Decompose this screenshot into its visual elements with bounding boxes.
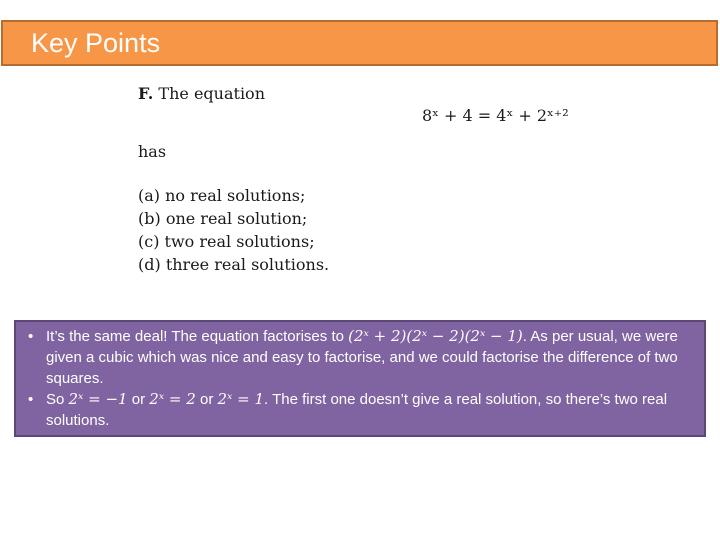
explanation-box [14,320,706,437]
bullet-1-text-start: It’s the same deal! The equation factorises to [46,328,349,345]
bullet-2-or-1: or [127,391,150,408]
option-b: (b) one real solution; [138,209,308,228]
root-math-3: 2ˣ = 1 [217,390,265,408]
slide-title: Key Points [31,28,161,58]
problem-image [138,84,598,284]
bullet-1-text-end: . As per usual, we were given a cubic which was nice and easy to factorise, and we could factorise the difference of two squares. [46,328,678,387]
bullet-item-2 [28,389,696,431]
bullet-item-1 [28,326,696,389]
bullet-2-text-end: . The first one doesn’t give a real solution, so there’s two real solutions. [46,391,668,429]
bullet-2-or-2: or [195,391,218,408]
bullet-marker: • [28,391,34,408]
bullet-2-text-start: So [46,391,69,408]
option-d: (d) three real solutions. [138,255,330,274]
bullet-marker: • [28,328,34,345]
factorisation-math: (2ˣ + 2)(2ˣ − 2)(2ˣ − 1) [348,327,523,345]
root-math-1: 2ˣ = −1 [68,390,128,408]
option-a: (a) no real solutions; [138,186,306,205]
options-list [138,184,329,276]
title-bar [1,20,718,66]
option-c: (c) two real solutions; [138,232,315,251]
problem-equation: 8ˣ + 4 = 4ˣ + 2ˣ⁺² [422,106,569,125]
problem-heading [138,84,265,103]
problem-intro: The equation [158,84,265,103]
root-math-2: 2ˣ = 2 [149,390,196,408]
problem-has: has [138,142,167,161]
problem-label: F. [138,84,154,103]
explanation-list [28,326,696,431]
